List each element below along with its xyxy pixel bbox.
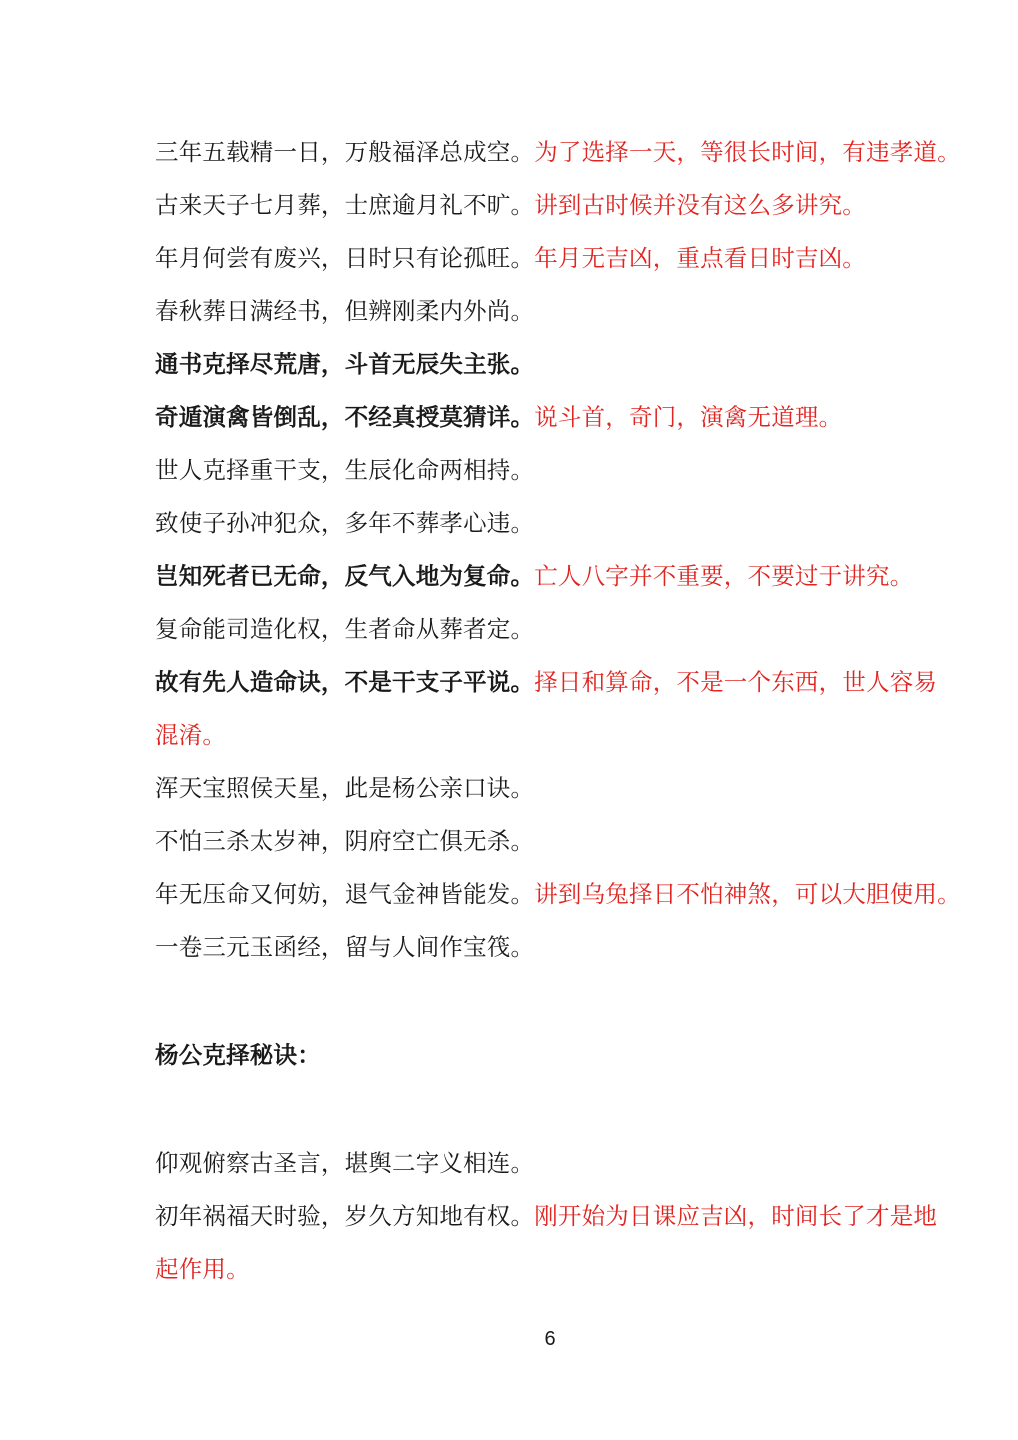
text-line: [155, 1244, 967, 1297]
verse-text: 年月何尝有废兴，日时只有论孤旺。: [155, 246, 535, 272]
annotation-text: 说斗首，奇门，演禽无道理。: [534, 405, 843, 431]
text-line: [155, 763, 967, 816]
annotation-text: 年月无吉凶，重点看日时吉凶。: [534, 246, 867, 272]
document-lines: [155, 127, 967, 1297]
text-line: [155, 922, 967, 975]
paragraph-gap: [155, 975, 967, 1030]
paragraph-gap: [155, 1083, 967, 1138]
text-line: [155, 498, 967, 551]
verse-text: 岂知死者已无命，反气入地为复命。: [155, 564, 535, 590]
verse-text: 杨公克择秘诀：: [155, 1043, 321, 1069]
page-number: 6: [544, 1328, 556, 1350]
text-line: [155, 180, 967, 233]
text-line: [155, 286, 967, 339]
annotation-text: 亡人八字并不重要，不要过于讲究。: [534, 564, 914, 590]
verse-text: 奇遁演禽皆倒乱，不经真授莫猜详。: [155, 405, 535, 431]
text-line: [155, 392, 967, 445]
verse-text: 三年五载精一日，万般福泽总成空。: [155, 140, 535, 166]
text-line: [155, 604, 967, 657]
verse-text: 不怕三杀太岁神，阴府空亡俱无杀。: [155, 829, 535, 855]
text-line: [155, 816, 967, 869]
text-line: [155, 339, 967, 392]
verse-text: 仰观俯察古圣言，堪舆二字义相连。: [155, 1151, 535, 1177]
verse-text: 世人克择重干支，生辰化命两相持。: [155, 458, 535, 484]
annotation-text: 讲到乌兔择日不怕神煞，可以大胆使用。: [534, 882, 961, 908]
text-line: [155, 127, 967, 180]
text-line: [155, 233, 967, 286]
annotation-text: 讲到古时候并没有这么多讲究。: [534, 193, 867, 219]
verse-text: 年无压命又何妨，退气金神皆能发。: [155, 882, 535, 908]
verse-text: 故有先人造命诀，不是干支子平说。: [155, 670, 535, 696]
verse-text: 复命能司造化权，生者命从葬者定。: [155, 617, 535, 643]
verse-text: 初年祸福天时验，岁久方知地有权。: [155, 1204, 535, 1230]
text-line: [155, 869, 967, 922]
verse-text: 致使子孙冲犯众，多年不葬孝心违。: [155, 511, 535, 537]
annotation-text: 择日和算命，不是一个东西，世人容易: [534, 670, 938, 696]
text-line: [155, 1191, 967, 1244]
text-line: [155, 1138, 967, 1191]
annotation-text: 起作用。: [155, 1257, 250, 1283]
text-line: [155, 657, 967, 710]
text-line: [155, 445, 967, 498]
verse-text: 浑天宝照侯天星，此是杨公亲口诀。: [155, 776, 535, 802]
verse-text: 通书克择尽荒唐，斗首无辰失主张。: [155, 352, 535, 378]
text-line: [155, 710, 967, 763]
annotation-text: 混淆。: [155, 723, 227, 749]
annotation-text: 刚开始为日课应吉凶，时间长了才是地: [534, 1204, 938, 1230]
annotation-text: 为了选择一天，等很长时间，有违孝道。: [534, 140, 961, 166]
text-line: [155, 551, 967, 604]
section-heading: [155, 1030, 967, 1083]
verse-text: 古来天子七月葬，士庶逾月礼不旷。: [155, 193, 535, 219]
verse-text: 一卷三元玉函经，留与人间作宝筏。: [155, 935, 535, 961]
verse-text: 春秋葬日满经书，但辨刚柔内外尚。: [155, 299, 535, 325]
